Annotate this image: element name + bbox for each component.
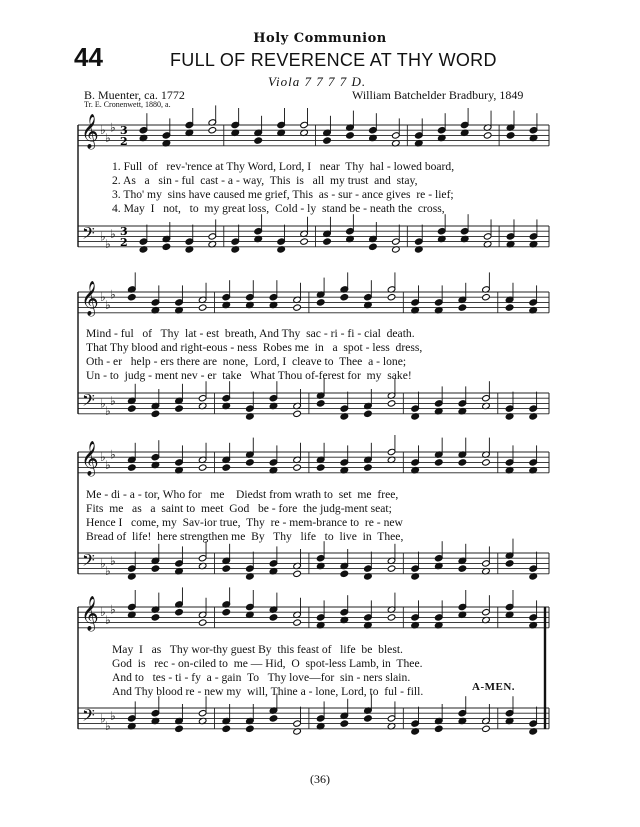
flat-icon: ♭ — [110, 602, 116, 617]
notehead — [128, 405, 137, 412]
notehead — [222, 464, 231, 471]
flat-icon: ♭ — [110, 287, 116, 302]
lyric-line: Me - di - a - tor, Who for me Diedst from wrath to set me free, — [86, 488, 399, 501]
notehead — [323, 238, 332, 245]
notehead — [269, 715, 278, 722]
notehead — [387, 400, 396, 407]
time-signature: 3 — [120, 124, 128, 137]
notehead — [128, 294, 137, 301]
notehead — [293, 304, 302, 311]
amen-label: A-MEN. — [472, 681, 516, 693]
bass-clef-icon: 𝄢 — [82, 550, 95, 574]
flat-icon: ♭ — [105, 131, 111, 145]
notehead — [458, 459, 467, 466]
notehead — [482, 294, 491, 301]
flat-icon: ♭ — [100, 450, 106, 465]
lyric-line: Bread of life! here strengthen me By Thy life to live in Thee, — [86, 530, 404, 543]
flat-icon: ♭ — [110, 447, 116, 462]
time-signature: 2 — [120, 135, 128, 148]
notehead — [269, 614, 278, 621]
notehead — [506, 132, 515, 139]
flat-icon: ♭ — [110, 226, 116, 241]
bass-clef-icon: 𝄢 — [82, 705, 95, 729]
lyric-line: God is rec - on-ciled to me — Hid, O spot-less Lamb, in Thee. — [112, 657, 423, 670]
flat-icon: ♭ — [105, 719, 111, 734]
hymn-number: 44 — [74, 42, 103, 72]
lyric-line: And Thy blood re - new my will, Thine a - lone, Lord, to ful - fill. — [112, 685, 424, 698]
lyric-line: Un - to judg - ment nev - er take What Thou of-ferest for my sake! — [86, 369, 412, 382]
flat-icon: ♭ — [100, 229, 106, 244]
flat-icon: ♭ — [105, 298, 111, 312]
flat-icon: ♭ — [100, 396, 106, 411]
lyric-line: 2. As a sin - ful cast - a - way, This is all my trust and stay, — [112, 174, 418, 187]
notehead — [387, 294, 396, 301]
lyric-line: Fits me as a saint to meet God be - fore the judg-ment seat; — [86, 502, 392, 515]
time-signature: 2 — [120, 236, 128, 249]
notehead — [364, 715, 373, 722]
notehead — [222, 565, 231, 572]
tune-meter: Viola 7 7 7 7 D. — [268, 74, 367, 89]
notehead — [198, 464, 207, 471]
notehead — [293, 619, 302, 626]
notehead — [458, 565, 467, 572]
notehead — [128, 464, 137, 471]
notehead — [293, 570, 302, 577]
notehead — [340, 720, 349, 727]
notehead — [246, 725, 255, 732]
lyric-line: 4. May I not, to my great loss, Cold - ly stand be - neath the cross, — [112, 202, 445, 215]
notehead — [293, 464, 302, 471]
lyric-line: May I as Thy wor-thy guest By this feast of life be blest. — [112, 643, 403, 656]
notehead — [434, 725, 443, 732]
notehead — [316, 464, 325, 471]
flat-icon: ♭ — [105, 237, 111, 252]
notehead — [175, 405, 184, 412]
lyric-line: Mind - ful of Thy lat - est breath, And Thy sac - ri - fi - cial death. — [86, 327, 415, 340]
notehead — [208, 127, 217, 134]
notehead — [369, 243, 378, 250]
notehead — [198, 304, 207, 311]
notehead — [340, 294, 349, 301]
notehead — [151, 614, 160, 621]
notehead — [323, 137, 332, 144]
flat-icon: ♭ — [110, 120, 116, 135]
notehead — [254, 137, 263, 144]
notehead — [364, 410, 373, 417]
notehead — [483, 132, 492, 139]
lyric-line: That Thy blood and right-eous - ness Robes me in a spot - less dress, — [86, 341, 423, 354]
lyric-line: 3. Tho' my sins have caused me grief, This as - sur - ance gives re - lief; — [112, 188, 454, 201]
flat-icon: ♭ — [100, 556, 106, 571]
notehead — [458, 304, 467, 311]
section-title: Holy Communion — [253, 31, 387, 46]
notehead — [482, 459, 491, 466]
flat-icon: ♭ — [100, 290, 106, 305]
treble-clef-icon: 𝄞 — [81, 441, 99, 476]
notehead — [246, 459, 255, 466]
notehead — [151, 565, 160, 572]
lyric-line: Hence I come, my Sav-ior true, Thy re - mem-brance to re - new — [86, 516, 403, 529]
lyric-line: And to tes - ti - fy a - gain To Thy love—for sin - ners slain. — [112, 671, 411, 684]
notehead — [346, 132, 355, 139]
bass-clef-icon: 𝄢 — [82, 390, 95, 414]
treble-clef-icon: 𝄞 — [81, 281, 99, 316]
flat-icon: ♭ — [100, 711, 106, 726]
flat-icon: ♭ — [110, 553, 116, 568]
notehead — [151, 410, 160, 417]
hymn-title: FULL OF REVERENCE AT THY WORD — [170, 50, 497, 70]
lyric-line: 1. Full of rev-'rence at Thy Word, Lord, I near Thy hal - lowed board, — [112, 160, 455, 173]
notehead — [387, 614, 396, 621]
author-credit: William Batchelder Bradbury, 1849 — [352, 88, 524, 102]
flat-icon: ♭ — [105, 613, 111, 627]
notehead — [316, 400, 325, 407]
flat-icon: ♭ — [110, 708, 116, 723]
notehead — [434, 459, 443, 466]
flat-icon: ♭ — [100, 123, 106, 138]
notehead — [198, 619, 207, 626]
lyric-line: Oth - er help - ers there are none, Lord, I cleave to Thee a - lone; — [86, 355, 407, 368]
time-signature: 3 — [120, 225, 128, 238]
flat-icon: ♭ — [105, 458, 111, 472]
bass-clef-icon: 𝄢 — [82, 223, 95, 247]
notehead — [175, 609, 184, 616]
notehead — [293, 410, 302, 417]
notehead — [482, 725, 491, 732]
notehead — [340, 570, 349, 577]
notehead — [505, 304, 514, 311]
notehead — [222, 609, 231, 616]
notehead — [505, 560, 514, 567]
page-number: (36) — [310, 772, 330, 786]
flat-icon: ♭ — [110, 393, 116, 408]
notehead — [162, 243, 171, 250]
notehead — [300, 238, 309, 245]
composer-credit: B. Muenter, ca. 1772 — [84, 88, 185, 102]
notehead — [364, 464, 373, 471]
notehead — [387, 565, 396, 572]
notehead — [316, 299, 325, 306]
flat-icon: ♭ — [105, 404, 111, 419]
notehead — [175, 725, 184, 732]
translator-credit: Tr. E. Cronenwett, 1880, a. — [84, 100, 171, 109]
treble-clef-icon: 𝄞 — [81, 114, 99, 149]
flat-icon: ♭ — [100, 605, 106, 620]
notehead — [222, 725, 231, 732]
flat-icon: ♭ — [105, 564, 111, 579]
treble-clef-icon: 𝄞 — [81, 596, 99, 631]
